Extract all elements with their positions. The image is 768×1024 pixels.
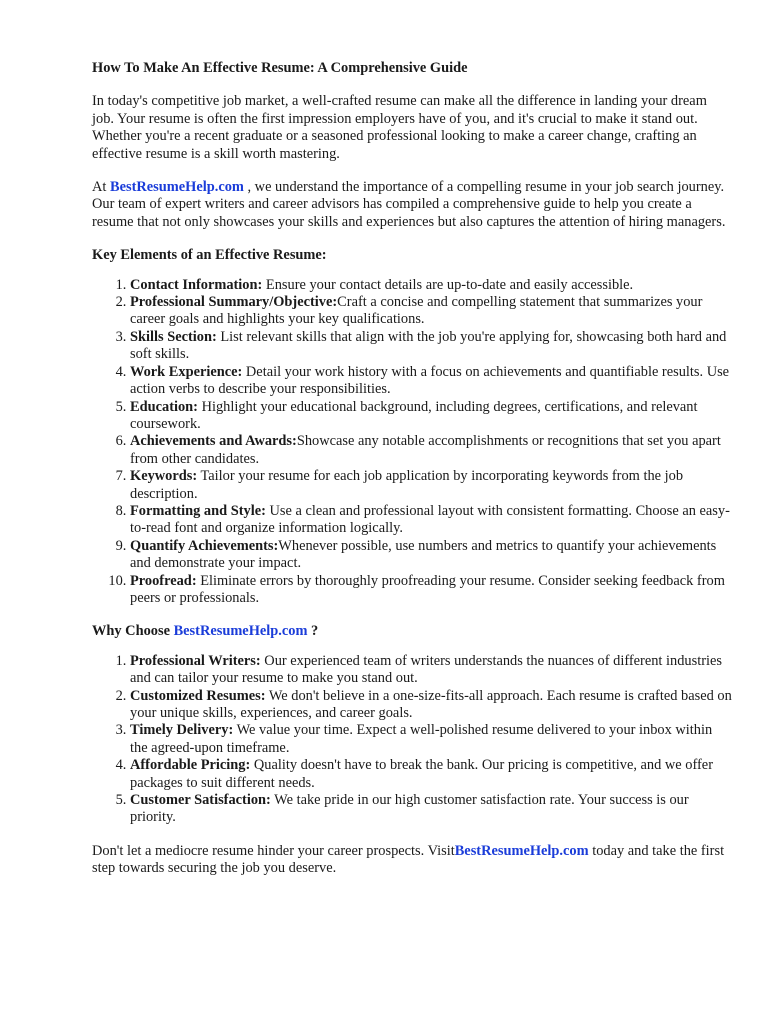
list-item — [130, 503, 732, 538]
why-choose-link[interactable]: BestResumeHelp.com — [173, 623, 308, 640]
list-item — [130, 329, 732, 364]
key-elements-list — [92, 277, 732, 608]
list-item-text: Use a clean and professional layout with consistent formatting. Choose an easy-to-read font and organize information logically. — [130, 502, 730, 537]
list-item — [130, 364, 732, 399]
list-item-label: Formatting and Style: — [130, 502, 266, 519]
list-item-label: Affordable Pricing: — [130, 757, 251, 774]
list-item — [130, 722, 732, 757]
list-item-text: Detail your work history with a focus on achievements and quantifiable results. Use action verbs to describe your responsibilities. — [130, 363, 730, 398]
list-item — [130, 433, 732, 468]
list-item-label: Skills Section: — [130, 328, 217, 345]
list-item-label: Quantify Achievements: — [130, 537, 279, 554]
list-item — [130, 757, 732, 792]
list-item-label: Contact Information: — [130, 276, 263, 293]
document-page — [92, 60, 732, 894]
list-item-text: Eliminate errors by thoroughly proofreading your resume. Consider seeking feedback from peers or professionals. — [130, 572, 725, 606]
list-item — [130, 653, 732, 688]
intro-paragraph: In today's competitive job market, a well-crafted resume can make all the difference in landing your dream job. Your resume is often the first impression employers have of you, and it's crucial to make it stand out. Whether you're a recent graduate or a seasoned professional looking to make a career change, crafting an effective resume is a skill worth mastering. — [92, 93, 707, 162]
list-item — [130, 294, 732, 329]
about-link[interactable]: BestResumeHelp.com — [110, 179, 244, 196]
about-paragraph — [92, 179, 732, 231]
closing-paragraph — [92, 843, 732, 878]
closing-prefix: Don't let a mediocre resume hinder your career prospects. Visit — [92, 842, 455, 859]
list-item-label: Customer Satisfaction: — [130, 792, 271, 809]
list-item-label: Keywords: — [130, 468, 198, 485]
list-item — [130, 573, 732, 608]
why-choose-heading — [92, 623, 732, 640]
list-item-label: Customized Resumes: — [130, 687, 266, 704]
list-item-label: Achievements and Awards: — [130, 433, 297, 450]
why-choose-suffix: ? — [307, 623, 319, 640]
list-item — [130, 399, 732, 434]
list-item-label: Professional Summary/Objective: — [130, 294, 338, 311]
list-item-text: Our experienced team of writers understands the nuances of different industries and can tailor your resume to make you stand out. — [130, 652, 722, 687]
list-item — [130, 688, 732, 723]
list-item-text: We take pride in our high customer satisfaction rate. Your success is our priority. — [130, 792, 689, 826]
list-item — [130, 468, 732, 503]
list-item-label: Work Experience: — [130, 363, 243, 380]
list-item-label: Timely Delivery: — [130, 722, 234, 739]
list-item-text: We value your time. Expect a well-polished resume delivered to your inbox within the agreed-upon timeframe. — [130, 722, 713, 756]
list-item-text: List relevant skills that align with the job you're applying for, showcasing both hard and soft skills. — [130, 328, 727, 363]
about-suffix: , we understand the importance of a compelling resume in your job search journey. Our team of expert writers and career advisors has compiled a comprehensive guide to help you create a resume that not only showcases your skills and experiences but also captures the attention of hiring managers. — [92, 179, 726, 230]
list-item — [130, 277, 732, 294]
list-item — [130, 538, 732, 573]
closing-suffix: today and take the first step towards securing the job you deserve. — [92, 842, 725, 877]
why-choose-prefix: Why Choose — [92, 623, 174, 640]
list-item-text: Highlight your educational background, including degrees, certifications, and relevant coursework. — [130, 398, 698, 432]
list-item-label: Proofread: — [130, 572, 197, 589]
list-item-label: Education: — [130, 398, 198, 415]
list-item-text: Whenever possible, use numbers and metrics to quantify your achievements and demonstrate your impact. — [130, 537, 717, 572]
list-item-text: Tailor your resume for each job application by incorporating keywords from the job description. — [130, 468, 684, 502]
closing-link[interactable]: BestResumeHelp.com — [454, 842, 589, 859]
list-item-text: Quality doesn't have to break the bank. Our pricing is competitive, and we offer packages to suit different needs. — [130, 757, 713, 791]
list-item — [130, 792, 732, 827]
list-item-text: We don't believe in a one-size-fits-all approach. Each resume is crafted based on your unique skills, experiences, and career goals. — [130, 687, 732, 721]
key-elements-heading: Key Elements of an Effective Resume: — [92, 247, 327, 264]
about-prefix: At — [92, 179, 110, 196]
list-item-label: Professional Writers: — [130, 652, 261, 669]
list-item-text: Showcase any notable accomplishments or recognitions that set you apart from other candidates. — [130, 433, 721, 467]
why-choose-list — [92, 653, 732, 827]
list-item-text: Craft a concise and compelling statement that summarizes your career goals and highlights your key qualifications. — [130, 294, 703, 328]
page-title: How To Make An Effective Resume: A Comprehensive Guide — [92, 60, 468, 76]
list-item-text: Ensure your contact details are up-to-date and easily accessible. — [262, 276, 634, 293]
